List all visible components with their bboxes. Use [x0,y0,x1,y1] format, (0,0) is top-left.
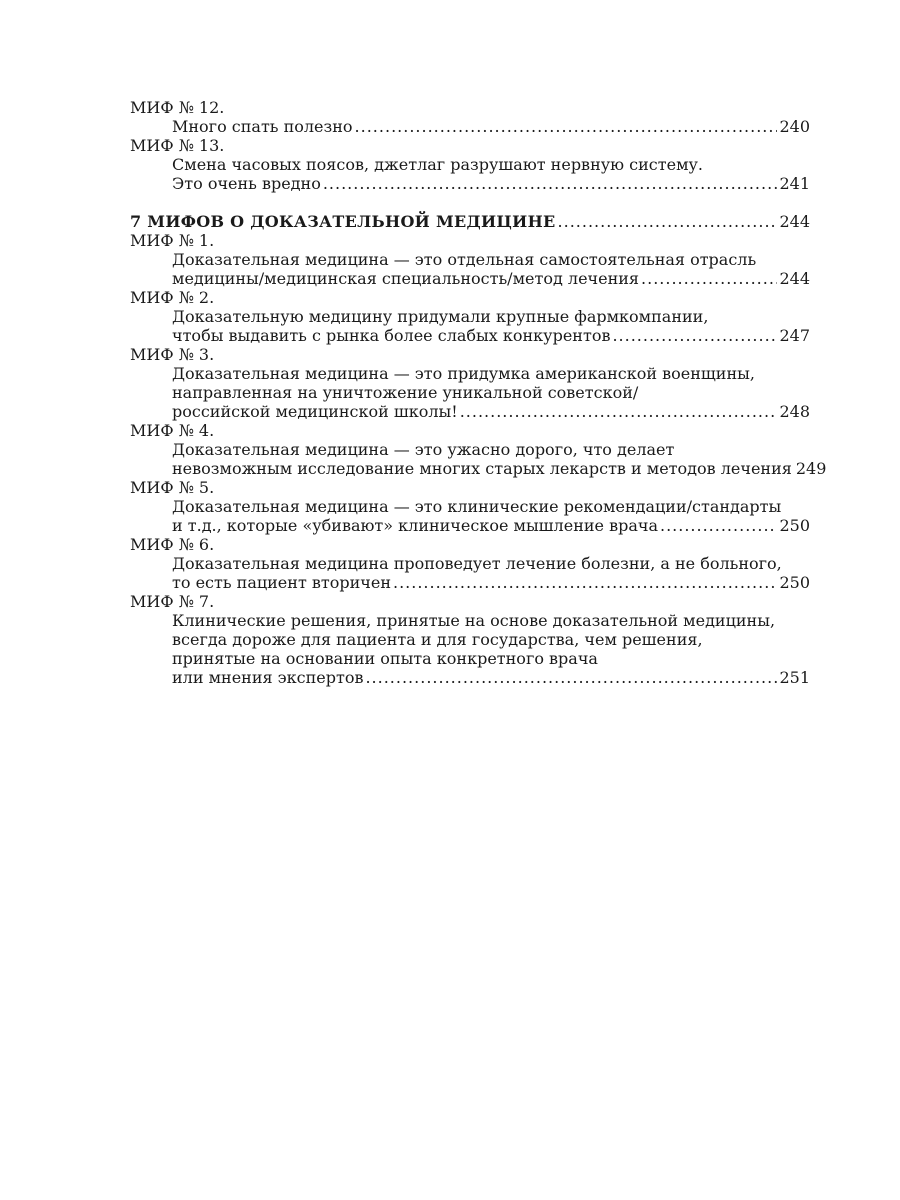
myth-number: МИФ № 1. [130,231,215,250]
entry-title-line: Доказательная медицина проповедует лечение болезни, а не больного, [172,554,782,573]
dot-leader [365,668,777,687]
entry-title-line: Доказательную медицину придумали крупные фармкомпании, [172,307,709,326]
toc-entry-myth-12 [130,98,810,136]
myth-number: МИФ № 4. [130,421,215,440]
entry-title-line: Доказательная медицина — это клинические рекомендации/стандарты [172,497,782,516]
toc-entry-myth-13 [130,136,810,193]
dot-leader [393,573,777,592]
dot-leader [641,269,777,288]
dot-leader [558,212,778,231]
entry-title-line: Смена часовых поясов, джетлаг разрушают нервную систему. [172,155,704,174]
toc-entry-leader [172,174,810,193]
toc-entry-myth-6 [130,535,810,592]
page-number: 251 [779,668,810,687]
toc-entry-leader [172,516,810,535]
entry-title-line: Доказательная медицина — это ужасно дорого, что делает [172,440,675,459]
page-number: 244 [779,212,810,231]
entry-title: Это очень вредно [172,174,321,193]
entry-title: медицины/медицинская специальность/метод лечения [172,269,640,288]
toc-entry-leader [172,573,810,592]
dot-leader [460,402,778,421]
toc-entry-myth-3 [130,345,810,421]
entry-title: чтобы выдавить с рынка более слабых конкурентов [172,326,611,345]
page-number: 244 [779,269,810,288]
dot-leader [355,117,778,136]
myth-number: МИФ № 2. [130,288,215,307]
toc-entry-myth-7 [130,592,810,687]
toc-entry-leader [172,459,827,478]
dot-leader [612,326,777,345]
toc-entry-leader [172,326,810,345]
table-of-contents [130,98,827,687]
page-number: 241 [779,174,810,193]
entry-title: Много спать полезно [172,117,353,136]
page-number: 247 [779,326,810,345]
myth-number: МИФ № 7. [130,592,215,611]
section-title: 7 МИФОВ О ДОКАЗАТЕЛЬНОЙ МЕДИЦИНЕ [130,212,556,231]
myth-number: МИФ № 13. [130,136,225,155]
page-number: 250 [779,516,810,535]
entry-title-line: принятые на основании опыта конкретного врача [172,649,598,668]
page-number: 240 [779,117,810,136]
myth-number: МИФ № 12. [130,98,225,117]
entry-title: или мнения экспертов [172,668,364,687]
entry-title-line: всегда дороже для пациента и для государства, чем решения, [172,630,703,649]
entry-title-line: Клинические решения, принятые на основе доказательной медицины, [172,611,776,630]
toc-entry-leader [172,668,810,687]
toc-entry-myth-4 [130,421,827,478]
page-number: 250 [779,573,810,592]
toc-section-heading [130,212,810,231]
dot-leader [323,174,778,193]
myth-number: МИФ № 5. [130,478,215,497]
toc-entry-leader [172,117,810,136]
entry-title-line: Доказательная медицина — это отдельная самостоятельная отрасль [172,250,757,269]
myth-number: МИФ № 3. [130,345,215,364]
entry-title-line: направленная на уничтожение уникальной советской/ [172,383,639,402]
toc-entry-leader [172,269,810,288]
toc-entry-myth-2 [130,288,810,345]
entry-title: российской медицинской школы! [172,402,458,421]
toc-entry-leader [172,402,810,421]
entry-title: то есть пациент вторичен [172,573,391,592]
toc-entry-myth-1 [130,231,810,288]
page-number: 249 [795,459,827,478]
entry-title: невозможным исследование многих старых лекарств и методов лечения [172,459,792,478]
myth-number: МИФ № 6. [130,535,215,554]
dot-leader [660,516,777,535]
entry-title: и т.д., которые «убивают» клиническое мышление врача [172,516,658,535]
toc-entry-myth-5 [130,478,810,535]
entry-title-line: Доказательная медицина — это придумка американской военщины, [172,364,755,383]
page-number: 248 [779,402,810,421]
